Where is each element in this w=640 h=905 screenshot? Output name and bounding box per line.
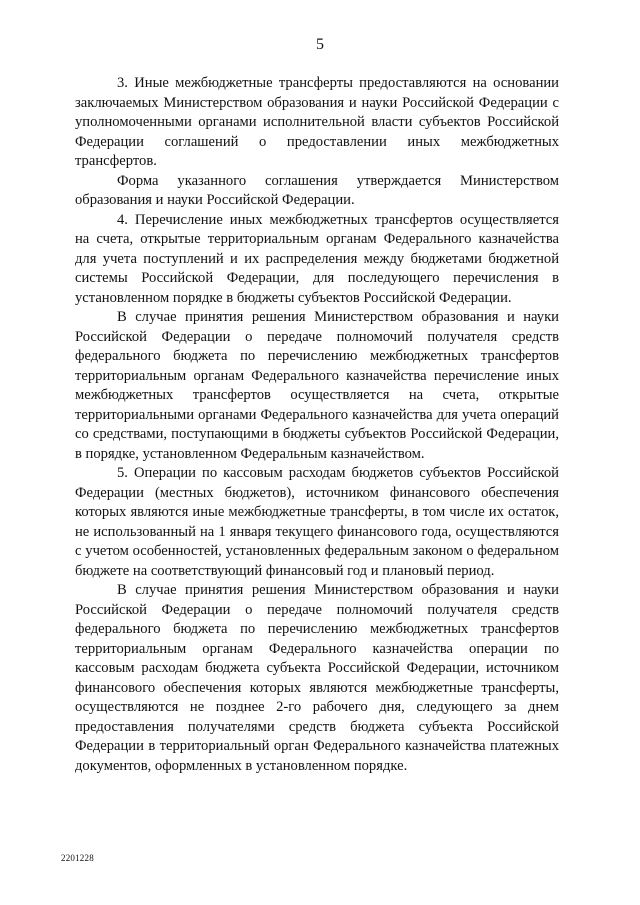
page-number: 5 — [316, 36, 324, 53]
paragraph-5-operations: 5. Операции по кассовым расходам бюджетов субъектов Российской Федерации (местных бюджетов), источником финансового обеспечения которых являются иные межбюджетные трансферты, в том числе их остаток, не использованный на 1 января текущего финансового года, осуществляются с учетом особенностей, установленных федеральным законом о федеральном бюджете на соответствующий финансовый год и плановый период. — [75, 465, 559, 579]
paragraph-agreement-form: Форма указанного соглашения утверждается Министерством образования и науки Российской Федерации. — [75, 172, 559, 208]
paragraph-5-delegation: В случае принятия решения Министерством образования и науки Российской Федерации о передаче полномочий получателя средств федерального бюджета по перечислению межбюджетных трансфертов территориальным органам Федерального казначейства операции по кассовым расходам бюджета субъекта Российской Федерации, источником финансового обеспечения которых являются межбюджетные трансферты, осуществляются не позднее 2-го рабочего дня, следующего за днем предоставления получателями средств бюджета субъекта Российской Федерации в территориальный орган Федерального казначейства платежных документов, оформленных в установленном порядке. — [75, 582, 559, 774]
paragraph-4-transfer: 4. Перечисление иных межбюджетных трансфертов осуществляется на счета, открытые территориальным органам Федерального казначейства для учета поступлений и их распределения между бюджетами бюджетной системы Российской Федерации, для последующего перечисления в установленном порядке в бюджеты субъектов Российской Федерации. — [75, 211, 559, 306]
paragraph-3-intro: 3. Иные межбюджетные трансферты предоставляются на основании заключаемых Министерством образования и науки Российской Федерации с уполномоченными органами исполнительной власти субъектов Российской Федерации соглашений о предоставлении иных межбюджетных трансфертов. — [75, 75, 559, 169]
document-code: 2201228 — [61, 853, 94, 863]
document-body — [75, 74, 559, 776]
paragraph-4-delegation: В случае принятия решения Министерством образования и науки Российской Федерации о передаче полномочий получателя средств федерального бюджета по перечислению межбюджетных трансфертов территориальным органам Федерального казначейства перечисление иных межбюджетных трансфертов осуществляется на счета, открытые территориальными органами Федерального казначейства для учета операций со средствами, поступающими в бюджеты субъектов Российской Федерации, в порядке, установленном Федеральным казначейством. — [75, 309, 559, 462]
